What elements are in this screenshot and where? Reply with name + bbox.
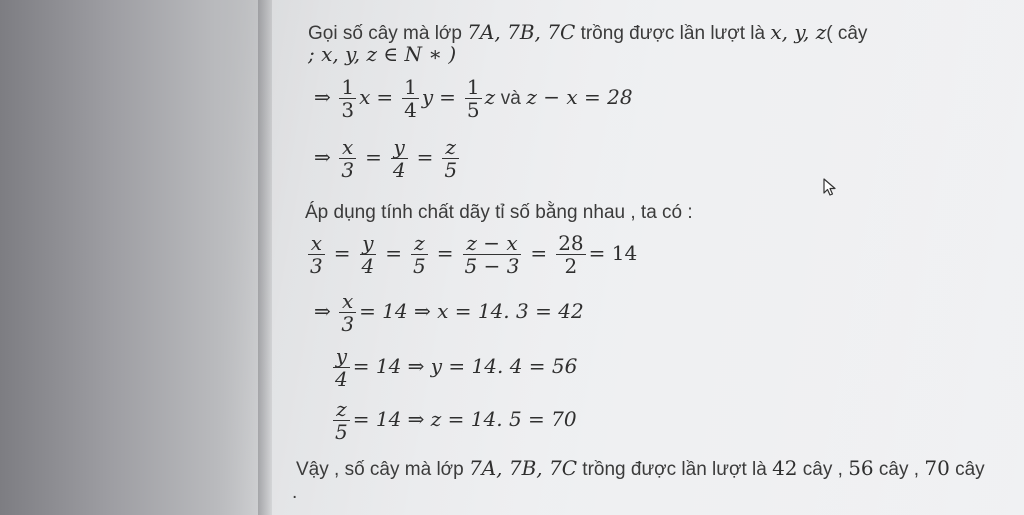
intro-text: Gọi số cây mà lớp (308, 23, 468, 44)
solution-content (272, 0, 1024, 515)
conclusion-line: Vậy , số cây mà lớp 7A, 7B, 7C trồng được lần lượt là 42 cây , 56 cây , 70 cây (296, 456, 985, 480)
fraction: $\frac{y}{4}$ (335, 344, 348, 391)
z-solution-line (330, 398, 577, 443)
document-page (272, 0, 1024, 515)
fraction: $\frac{z}{5}$ (444, 135, 458, 182)
implies-arrow: ⇒ (314, 84, 331, 109)
answer-value: 42 (772, 456, 798, 480)
fraction: $\frac{28}{2}$ (558, 231, 584, 278)
y-solution-line (330, 345, 577, 390)
implies-arrow: ⇒ (314, 298, 331, 323)
proportion-line: ⇒ $\frac{x}{3}$ = $\frac{y}{4}$ = $\frac{z}{5}$ (314, 135, 458, 182)
mouse-pointer-icon (823, 178, 837, 196)
fraction: $\frac{z - x}{5 - 3}$ (464, 231, 520, 278)
fraction: $\frac{y}{4}$ (361, 231, 375, 278)
fraction: $\frac{1}{4}$ (404, 75, 417, 122)
x-solution-line (314, 290, 584, 335)
difference-equation: z − x = 28 (526, 84, 633, 109)
fraction: $\frac{x}{3}$ (310, 231, 323, 278)
fraction: $\frac{x}{3}$ (341, 289, 355, 336)
period-text: . (292, 482, 298, 503)
fraction: $\frac{1}{3}$ (341, 75, 355, 122)
unit-text: ( cây (826, 23, 868, 44)
fraction: $\frac{z}{5}$ (413, 231, 426, 278)
variables-math: x, y, z (770, 20, 827, 44)
fraction: $\frac{1}{5}$ (466, 75, 480, 122)
x-solution-math: = 14 ⇒ x = 14. 3 = 42 (359, 298, 584, 323)
property-line (305, 200, 693, 225)
domain-math: ; x, y, z ∈ N ∗ ) (308, 42, 457, 66)
ratio-equation-line: ⇒ $\frac{1}{3}$ x = $\frac{1}{4}$ y = $\frac{1}{5}$ z và z − x = 28 (314, 75, 633, 122)
ratio-chain-line: $\frac{x}{3}$ = $\frac{y}{4}$ = $\frac{z}{5}$ = $\frac{z - x}{5 - 3}$ = $\frac{28}{2}$ = 14 (310, 231, 638, 278)
screen-edge-shadow (258, 0, 272, 515)
class-names-math: 7A, 7B, 7C (467, 20, 576, 44)
monitor-bezel (0, 0, 270, 515)
and-text: và (500, 87, 521, 109)
domain-line (308, 42, 456, 67)
chain-result: = 14 (588, 240, 638, 265)
intro-text-2: trồng được lần lượt là (575, 23, 771, 44)
period-line (292, 480, 297, 505)
implies-arrow: ⇒ (314, 144, 331, 169)
answer-value: 70 (924, 456, 950, 480)
fraction: $\frac{y}{4}$ (392, 135, 406, 182)
conclusion-text: Vậy , số cây mà lớp (296, 459, 469, 480)
class-names-math: 7A, 7B, 7C (468, 456, 578, 480)
fraction: $\frac{z}{5}$ (335, 397, 348, 444)
conclusion-text-2: trồng được lần lượt là (577, 459, 773, 480)
fraction: $\frac{x}{3}$ (341, 135, 355, 182)
y-solution-math: = 14 ⇒ y = 14. 4 = 56 (352, 353, 578, 378)
answer-value: 56 (848, 456, 874, 480)
property-text: Áp dụng tính chất dãy tỉ số bằng nhau , ta có : (305, 202, 693, 223)
z-solution-math: = 14 ⇒ z = 14. 5 = 70 (352, 406, 577, 431)
